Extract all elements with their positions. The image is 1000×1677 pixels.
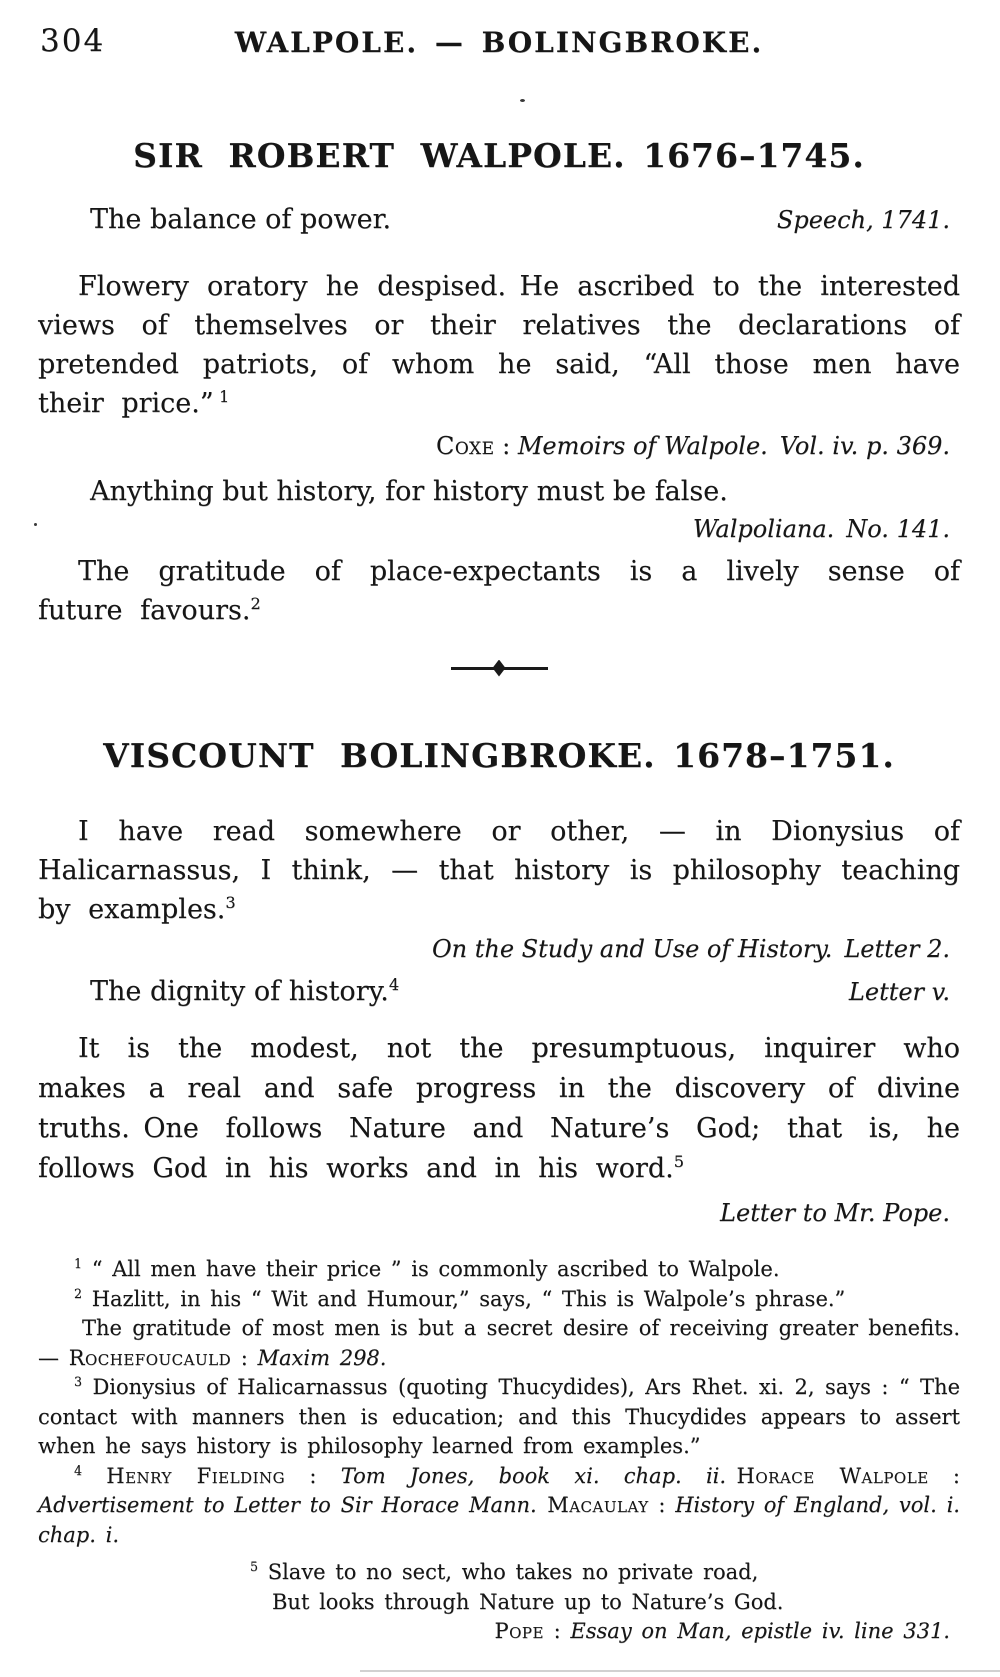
quote-dignity-of-history (38, 972, 960, 1012)
footnote-3: $^3$ Dionysius of Halicarnassus (quoting Thucydides), Ars Rhet. xi. 2, says : “ The contact with manners then is education; and this Thucydides appears to assert when he says history is philosophy learned from examples.” (38, 1374, 960, 1458)
citation-coxe: Coxe : Memoirs of Walpole. Vol. iv. p. 369. (436, 432, 950, 460)
citation-study-of-history: On the Study and Use of History. Letter 2. (431, 935, 950, 963)
paragraph-modest-inquirer: It is the modest, not the presumptuous, inquirer who makes a real and safe progress in the discovery of divine truths. One follows Nature and Nature’s God; that is, he follows God in his works and in his word.$^5$ (38, 1033, 960, 1184)
walpole-section-heading: SIR ROBERT WALPOLE. 1676–1745. (133, 136, 865, 175)
divider-diamond-icon (493, 660, 506, 677)
footnote-5-citation-pope: Pope : Essay on Man, epistle iv. line 331. (494, 1619, 950, 1643)
paragraph-history-is-philosophy: I have read somewhere or other, — in Dionysius of Halicarnassus, I think, — that history is philosophy teaching by examples.$^3$ (38, 816, 960, 925)
citation-letter-v: Letter v. (848, 978, 950, 1006)
citation-walpoliana: Walpoliana. No. 141. (692, 515, 950, 543)
footnote-2: $^2$ Hazlitt, in his “ Wit and Humour,” says, “ This is Walpole’s phrase.” (74, 1285, 846, 1311)
divider-rule-right (504, 667, 548, 670)
footnote-2-continuation: The gratitude of most men is but a secret desire of receiving greater benefits. — Rochefoucauld : Maxim 298. (38, 1316, 960, 1370)
paragraph-flowery-oratory: Flowery oratory he despised. He ascribed to the interested views of themselves or their relatives the declarations of pretended patriots, of whom he said, “All those men have their price.” $^1$ (38, 271, 960, 419)
divider-rule-left (451, 667, 495, 670)
quote-text: The balance of power. (90, 204, 392, 235)
scan-speck (520, 99, 525, 102)
section-divider (38, 662, 960, 674)
footnote-5-verse-line-2: But looks through Nature up to Nature’s God. (272, 1589, 784, 1614)
footnote-5-verse-line-1: $^5$ Slave to no sect, who takes no private road, (250, 1559, 759, 1584)
footnote-4: $^4$ Henry Fielding : Tom Jones, book xi. chap. ii. Horace Walpole : Advertisement to Letter to Sir Horace Mann. Macaulay : History of England, vol. i. chap. i. (38, 1462, 960, 1547)
citation-letter-to-pope: Letter to Mr. Pope. (720, 1199, 950, 1227)
running-title: WALPOLE. — BOLINGBROKE. (234, 26, 764, 59)
footnote-1: $^1$ “ All men have their price ” is commonly ascribed to Walpole. (74, 1256, 780, 1281)
quote-balance-of-power (38, 200, 960, 240)
footnotes (38, 1255, 960, 1647)
page-header (38, 23, 960, 60)
page-number: 304 (40, 23, 106, 59)
quote-text: The dignity of history.$^4$ (90, 975, 400, 1007)
citation-speech-1741: Speech, 1741. (776, 206, 950, 234)
scan-speck (34, 523, 37, 526)
paragraph-gratitude: The gratitude of place-expectants is a lively sense of future favours.$^2$ (38, 556, 960, 626)
quote-anything-but-history: Anything but history, for history must be false. (90, 476, 728, 507)
bolingbroke-section-heading: VISCOUNT BOLINGBROKE. 1678–1751. (103, 736, 895, 775)
scan-edge-line (360, 1670, 1000, 1672)
